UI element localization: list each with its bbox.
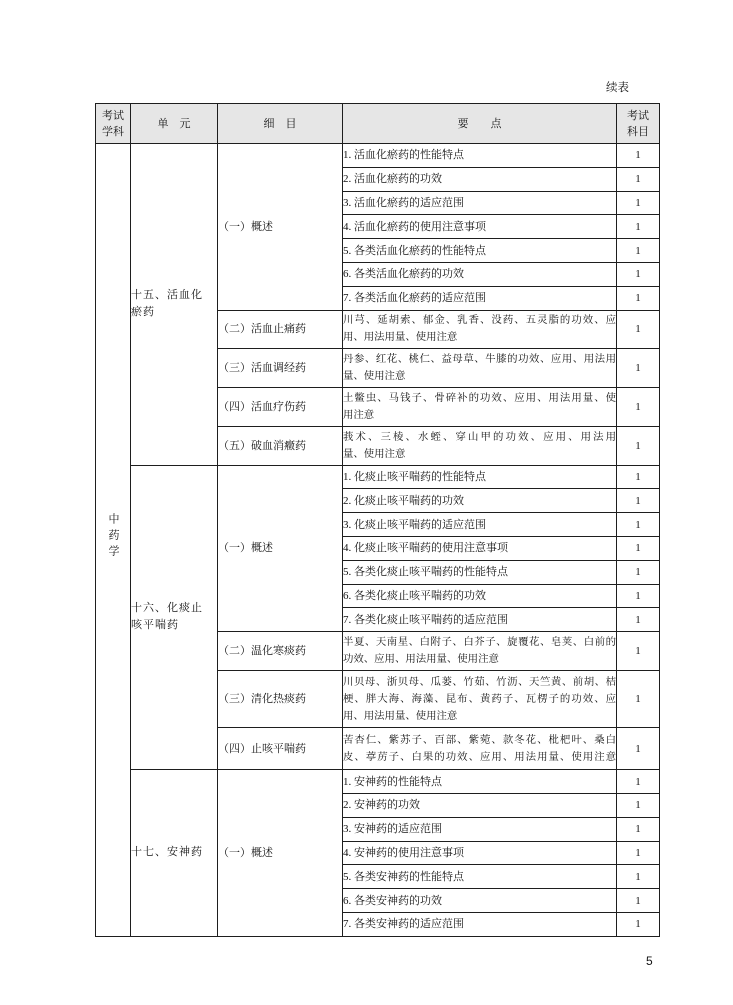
item-cell: （三）清化热痰药 [218, 671, 343, 728]
page-number: 5 [646, 954, 653, 968]
point-cell: 5. 各类活血化瘀药的性能特点 [343, 239, 617, 263]
unit-cell [131, 465, 218, 770]
exam-cell: 1 [617, 728, 660, 770]
point-cell [343, 426, 617, 465]
point-cell [343, 310, 617, 349]
point-cell: 5. 各类化痰止咳平喘药的性能特点 [343, 560, 617, 584]
point-line: 量、使用注意 [343, 371, 406, 383]
point-cell: 4. 化痰止咳平喘药的使用注意事项 [343, 536, 617, 560]
exam-cell: 1 [617, 632, 660, 671]
exam-cell: 1 [617, 426, 660, 465]
point-cell: 3. 活血化瘀药的适应范围 [343, 191, 617, 215]
point-cell: 2. 安神药的功效 [343, 793, 617, 817]
item-cell: （四）活血疗伤药 [218, 388, 343, 427]
exam-cell: 1 [617, 912, 660, 936]
point-line: 川芎、延胡索、郁金、乳香、没药、五灵脂的功效、应 [343, 315, 616, 327]
exam-cell: 1 [617, 167, 660, 191]
unit-name-line: 瘀药 [131, 306, 155, 319]
subject-name: 中药学 [107, 513, 119, 562]
point-line: 川贝母、浙贝母、瓜蒌、竹茹、竹沥、天竺黄、前胡、桔 [343, 676, 616, 688]
exam-cell: 1 [617, 770, 660, 794]
point-line: 土鳖虫、马钱子、骨碎补的功效、应用、用法用量、使 [343, 392, 616, 404]
header-row [96, 104, 660, 144]
exam-cell: 1 [617, 349, 660, 388]
point-cell: 7. 各类化痰止咳平喘药的适应范围 [343, 608, 617, 632]
item-cell: （五）破血消癥药 [218, 426, 343, 465]
exam-cell: 1 [617, 239, 660, 263]
item-cell: （四）止咳平喘药 [218, 728, 343, 770]
item-cell: （三）活血调经药 [218, 349, 343, 388]
item-cell: （一）概述 [218, 770, 343, 937]
point-line: 皮、葶苈子、白果的功效、应用、用法用量、使用注意 [343, 751, 616, 763]
point-cell: 4. 活血化瘀药的使用注意事项 [343, 215, 617, 239]
point-cell: 2. 化痰止咳平喘药的功效 [343, 489, 617, 513]
header-item: 细 目 [218, 104, 343, 144]
header-exam [617, 104, 660, 144]
exam-cell: 1 [617, 841, 660, 865]
exam-cell: 1 [617, 817, 660, 841]
unit-name-line: 咳平喘药 [131, 619, 179, 632]
point-line: 梗、胖大海、海藻、昆布、黄药子、瓦楞子的功效、应 [343, 693, 616, 705]
item-cell: （一）概述 [218, 144, 343, 311]
exam-cell: 1 [617, 215, 660, 239]
header-subject-line: 考试 [102, 109, 124, 122]
table-row [96, 144, 660, 168]
point-line: 用、用法用量、使用注意 [343, 710, 458, 722]
exam-cell: 1 [617, 310, 660, 349]
point-cell: 1. 安神药的性能特点 [343, 770, 617, 794]
exam-cell: 1 [617, 489, 660, 513]
point-cell: 4. 安神药的使用注意事项 [343, 841, 617, 865]
subject-cell [96, 144, 131, 937]
table-row [96, 465, 660, 489]
header-exam-line: 考试 [627, 109, 649, 122]
exam-cell: 1 [617, 465, 660, 489]
point-line: 苦杏仁、紫苏子、百部、紫菀、款冬花、枇杷叶、桑白 [343, 734, 616, 746]
point-cell: 2. 活血化瘀药的功效 [343, 167, 617, 191]
exam-cell: 1 [617, 671, 660, 728]
exam-cell: 1 [617, 608, 660, 632]
exam-cell: 1 [617, 513, 660, 537]
item-cell: （二）活血止痛药 [218, 310, 343, 349]
exam-cell: 1 [617, 388, 660, 427]
point-cell [343, 388, 617, 427]
point-line: 用注意 [343, 409, 375, 421]
header-subject [96, 104, 131, 144]
exam-cell: 1 [617, 144, 660, 168]
unit-cell [131, 770, 218, 937]
exam-cell: 1 [617, 793, 660, 817]
point-cell: 5. 各类安神药的性能特点 [343, 865, 617, 889]
point-line: 功效、应用、用法用量、使用注意 [343, 654, 499, 666]
exam-cell: 1 [617, 262, 660, 286]
header-subject-line: 学科 [102, 125, 124, 138]
point-line: 半夏、天南星、白附子、白芥子、旋覆花、皂荚、白前的 [343, 637, 616, 649]
point-line: 用、用法用量、使用注意 [343, 332, 458, 344]
point-line: 莪术、三棱、水蛭、穿山甲的功效、应用、用法用 [343, 431, 616, 443]
point-cell [343, 728, 617, 770]
unit-name-line: 十七、安神药 [131, 846, 203, 859]
point-cell [343, 632, 617, 671]
exam-cell: 1 [617, 560, 660, 584]
header-exam-line: 科目 [627, 125, 649, 138]
syllabus-table [95, 103, 660, 937]
point-cell: 7. 各类活血化瘀药的适应范围 [343, 286, 617, 310]
header-points: 要 点 [343, 104, 617, 144]
point-cell [343, 671, 617, 728]
exam-cell: 1 [617, 584, 660, 608]
exam-cell: 1 [617, 536, 660, 560]
point-cell: 1. 活血化瘀药的性能特点 [343, 144, 617, 168]
exam-cell: 1 [617, 865, 660, 889]
point-cell: 3. 化痰止咳平喘药的适应范围 [343, 513, 617, 537]
exam-cell: 1 [617, 286, 660, 310]
point-cell: 6. 各类活血化瘀药的功效 [343, 262, 617, 286]
unit-name-line: 十五、活血化 [131, 289, 203, 302]
item-cell: （二）温化寒痰药 [218, 632, 343, 671]
unit-cell [131, 144, 218, 466]
header-unit: 单 元 [131, 104, 218, 144]
exam-cell: 1 [617, 191, 660, 215]
point-cell: 1. 化痰止咳平喘药的性能特点 [343, 465, 617, 489]
item-cell: （一）概述 [218, 465, 343, 632]
unit-name-line: 十六、化痰止 [131, 602, 203, 615]
point-cell [343, 349, 617, 388]
point-line: 丹参、红花、桃仁、益母草、牛膝的功效、应用、用法用 [343, 354, 616, 366]
table-row [96, 770, 660, 794]
point-line: 量、使用注意 [343, 448, 406, 460]
point-cell: 6. 各类安神药的功效 [343, 889, 617, 913]
point-cell: 3. 安神药的适应范围 [343, 817, 617, 841]
exam-cell: 1 [617, 889, 660, 913]
continued-label: 续表 [606, 82, 629, 94]
point-cell: 6. 各类化痰止咳平喘药的功效 [343, 584, 617, 608]
point-cell: 7. 各类安神药的适应范围 [343, 912, 617, 936]
